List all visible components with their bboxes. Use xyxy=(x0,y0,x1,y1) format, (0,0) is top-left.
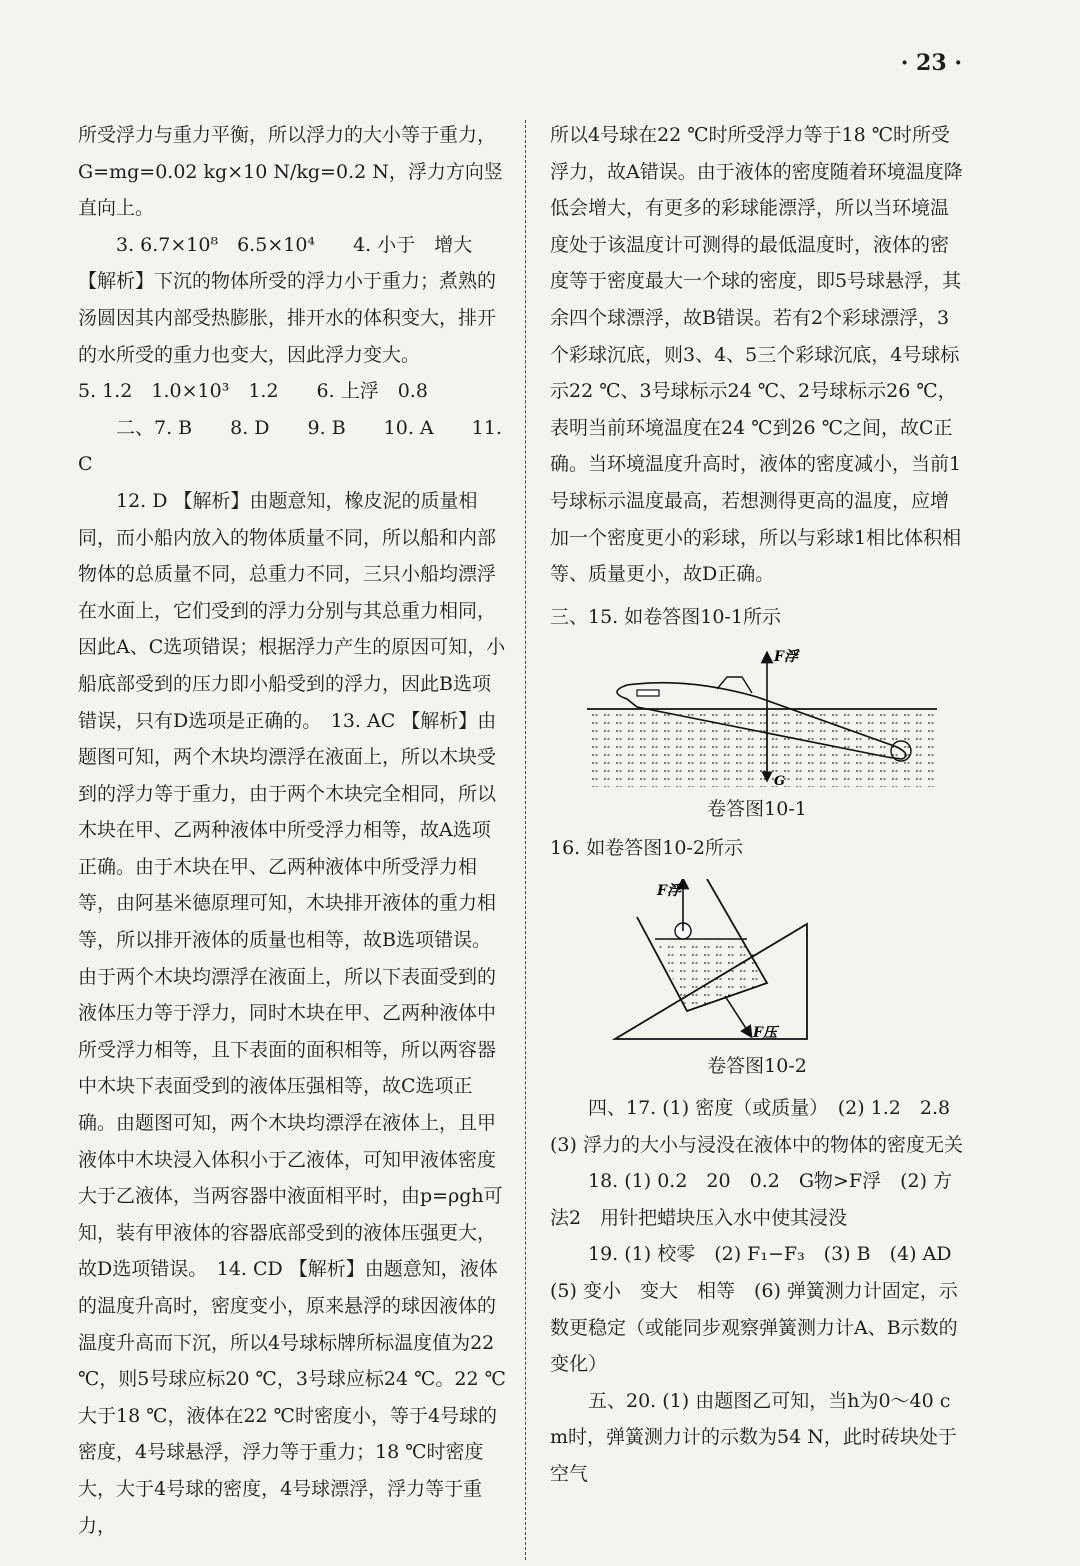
paragraph: 四、17. (1) 密度（或质量） (2) 1.2 2.8 (3) 浮力的大小与浸没在液体中的物体的密度无关 xyxy=(550,1097,970,1156)
float-force-label: F浮 xyxy=(774,649,798,666)
paragraph: 【解析】下沉的物体所受的浮力小于重力；煮熟的汤圆因其内部受热膨胀，排开水的体积变大，排开的水所受的重力也变大，因此浮力变大。 xyxy=(78,270,497,366)
paragraph: 12. D 【解析】由题意知，橡皮泥的质量相同，而小船内放入的物体质量不同，所以船和内部物体的总质量不同，总重力不同，三只小船均漂浮在水面上，它们受到的浮力分别与其总重力相同，因此A、C选项错误；根据浮力产生的原因可知，小船底部受到的压力即小船受到的浮力，因此B选项错误，只有D选项是正确的。 13. AC 【解析】由题图可知，两个木块均漂浮在液面上，所以木块受到的浮力等于重力，由于两个木块完全相同，所以木块在甲、乙两种液体中所受浮力相等，故A选项正确。由于木块在甲、乙两种液体中所受浮力相等，由阿基米德原理可知，木块排开液体的重力相等，所以排开液体的质量也相等，故B选项错误。由于两个木块均漂浮在液面上，所以下表面受到的液体压力等于浮力，同时木块在甲、乙两种液体中所受浮力相等，且下表面的面积相等，所以两容器中木块下表面受到的液体压强相等，故C选项正确。由题图可知，两个木块均漂浮在液体上，且甲液体中木块浸入体积小于乙液体，可知甲液体密度大于乙液体，当两容器中液面相平时，由p=ρgh可知，装有甲液体的容器底部受到的液体压强更大，故D选项错误。 14. CD 【解析】由题意知，液体的温度升高时，密度变小，原来悬浮的球因液体的温度升高而下沉，所以4号球标牌所标温度值为22 ℃，则5号球应标20 ℃，3号球应标24 ℃。22 ℃大于18 ℃，液体在22 ℃时密度小，等于4号球的密度，4号球悬浮，浮力等于重力；18 ℃时密度大，大于4号球的密度，4号球漂浮，浮力等于重力， xyxy=(78,489,506,1537)
figure-10-2 xyxy=(550,879,964,1044)
figure-10-1 xyxy=(550,647,964,787)
paragraph: 三、15. 如卷答图10-1所示 xyxy=(550,605,781,628)
figure-caption: 卷答图10-2 xyxy=(707,1054,807,1077)
right-column xyxy=(550,117,971,1493)
water-region xyxy=(587,709,937,787)
paragraph: 5. 1.2 1.0×10³ 1.2 6. 上浮 0.8 xyxy=(78,380,428,403)
float-force-label: F浮 xyxy=(657,882,681,899)
paragraph: 二、7. B 8. D 9. B 10. A 11. C xyxy=(78,416,502,476)
page-number: · 23 · xyxy=(900,50,962,76)
paragraph: 18. (1) 0.2 20 0.2 G物>F浮 (2) 方法2 用针把蜡块压入水中使其浸没 xyxy=(550,1170,953,1229)
paragraph: 五、20. (1) 由题图乙可知，当h为0～40 cm时，弹簧测力计的示数为54 N，此时砖块处于空气 xyxy=(550,1389,957,1486)
figure-caption: 卷答图10-1 xyxy=(707,798,807,821)
pressure-force-arrow xyxy=(725,996,749,1033)
paragraph: 16. 如卷答图10-2所示 xyxy=(550,836,743,859)
gravity-label: G xyxy=(774,774,786,788)
left-column xyxy=(78,117,506,1544)
paragraph: 3. 6.7×10⁸ 6.5×10⁴ 4. 小于 增大 xyxy=(116,233,473,256)
paragraph: 所以4号球在22 ℃时所受浮力等于18 ℃时所受浮力，故A错误。由于液体的密度随着环境温度降低会增大，有更多的彩球能漂浮，所以当环境温度处于该温度计可测得的最低温度时，液体的密度等于密度最大一个球的密度，即5号球悬浮，其余四个球漂浮，故B错误。若有2个彩球漂浮，3个彩球沉底，则3、4、5三个彩球沉底，4号球标示22 ℃、3号球标示24 ℃、2号球标示26 ℃，表明当前环境温度在24 ℃到26 ℃之间，故C正确。当环境温度升高时，液体的密度减小，当前1号球标示温度最高，若想测得更高的温度，应增加一个密度更小的彩球，所以与彩球1相比体积相等、质量更小，故D正确。 xyxy=(550,124,963,586)
paragraph: 19. (1) 校零 (2) F₁−F₃ (3) B (4) AD (5) 变小 变大 相等 (6) 弹簧测力计固定，示数更稳定（或能同步观察弹簧测力计A、B示数的变化） xyxy=(550,1243,971,1376)
incline-force-diagram xyxy=(607,879,907,1044)
paragraph: 所受浮力与重力平衡，所以浮力的大小等于重力，G=mg=0.02 kg×10 N/kg=0.2 N，浮力方向竖直向上。 xyxy=(78,124,503,220)
boat-window xyxy=(637,690,659,696)
column-divider xyxy=(525,120,526,1560)
pressure-force-label: F压 xyxy=(753,1024,777,1041)
boat-force-diagram xyxy=(567,647,947,787)
